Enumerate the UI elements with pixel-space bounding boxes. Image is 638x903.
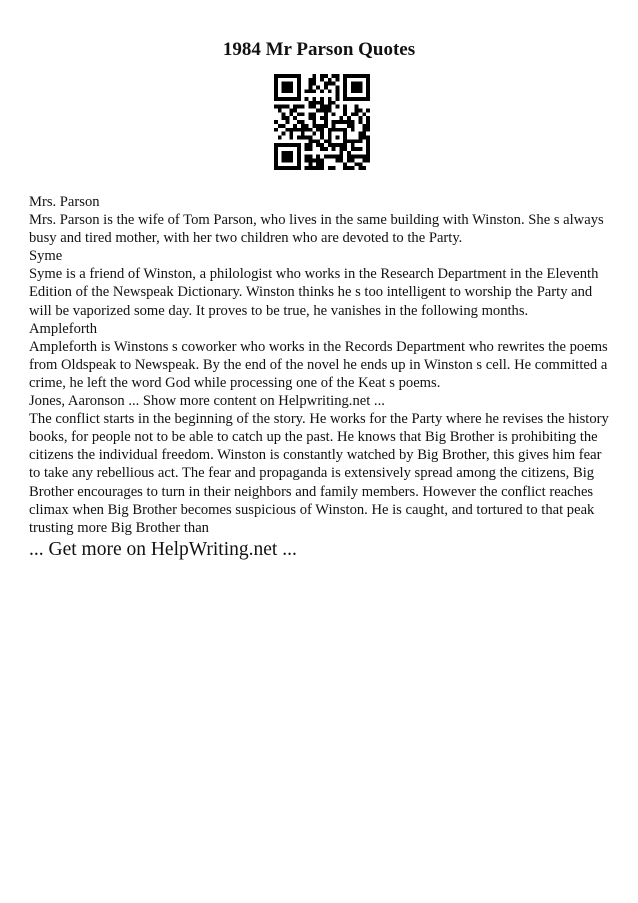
get-more-link[interactable]: ... Get more on HelpWriting.net ... <box>29 539 297 560</box>
paragraph-mrs-parson: Mrs. Parson is the wife of Tom Parson, who lives in the same building with Winston. She s always busy and tired mother, with her two children who are devoted to the Party. <box>29 212 604 247</box>
paragraph-syme: Syme is a friend of Winston, a philologist who works in the Research Department in the Eleventh Edition of the Newspeak Dictionary. Winston thinks he s too intelligent to worship the Party and will be vaporized some day. It proves to be true, he vanishes in the following months. <box>29 266 599 319</box>
qr-code-icon[interactable] <box>274 74 370 170</box>
document-body <box>29 193 609 537</box>
show-more-line[interactable]: Jones, Aaronson ... Show more content on Helpwriting.net ... <box>29 393 385 410</box>
paragraph-ampleforth: Ampleforth is Winstons s coworker who works in the Records Department who rewrites the poems from Oldspeak to Newspeak. By the end of the novel he ends up in Winston s cell. He committed a crime, he left the word God while processing one of the Keat s poems. <box>29 338 608 391</box>
heading-mrs-parson: Mrs. Parson <box>29 194 100 210</box>
heading-ampleforth: Ampleforth <box>29 320 98 337</box>
heading-syme: Syme <box>29 248 63 265</box>
document-title: 1984 Mr Parson Quotes <box>222 39 416 60</box>
paragraph-conflict: The conflict starts in the beginning of the story. He works for the Party where he revises the history books, for people not to be able to catch up the past. He knows that Big Brother is prohibiting the citizens the individual freedom. Winston is constantly watched by Big Brother, this gives him fear to take any rebellious act. The fear and propaganda is extensively spread among the citizens, Big Brother encourages to turn in their neighbors and family members. However the conflict reaches climax when Big Brother becomes suspicious of Winston. He is caught, and tortured to that peak trusting more Big Brother than <box>29 411 609 536</box>
